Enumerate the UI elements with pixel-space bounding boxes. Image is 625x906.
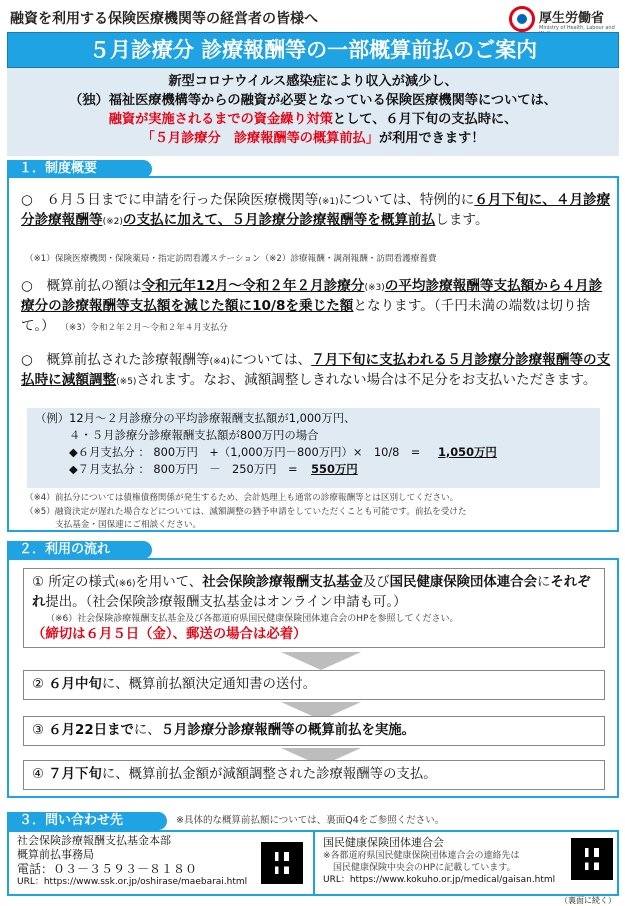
contact-box	[7, 830, 619, 896]
example-line-3: ◆６月支払分 ： 800万円 +（1,000万円－800万円）× 10/8 = 1,050万円	[69, 445, 497, 459]
intro-line-1: 新型コロナウイルス感染症により収入が減少し、	[168, 74, 458, 89]
note-5a: （※5）融資決定が遅れた場合などについては、減額調整の猶予申請をしていただくことも可能です。前払を受けた	[25, 507, 467, 517]
section-2-box	[7, 558, 619, 798]
logo-subtitle: Ministry of Health, Labour and	[539, 25, 615, 31]
intro-line-2: （独）福祉医療機構等からの融資が必要となっている保険医療機関等については、	[69, 93, 557, 108]
kokuho-contact: 国民健康保険団体連合会 ※各都道府県国民健康保険団体連合会の連絡先は 国民健康保険中央会のHPに記載しています。 URL：https://www.kokuho.or.jp/medical/gaisan.html	[323, 836, 556, 885]
note-5b: 支払基金・国保連にご相談ください。	[55, 520, 202, 530]
recipient-line: 融資を利用する保険医療機関等の経営者の皆様へ	[10, 11, 318, 27]
example-line-4: ◆７月支払分 ： 800万円 － 250万円 = 550万円	[69, 462, 358, 476]
flow-step-3: ③ ６月22日までに、５月診療分診療報酬等の概算前払を実施。	[23, 716, 605, 746]
example-line-1: （例）12月～２月診療分の平均診療報酬支払額が1,000万円、	[35, 411, 356, 425]
example-line-2: ４・５月診療分診療報酬支払額が800万円の場合	[69, 428, 319, 442]
flow-step-2: ② ６月中旬に、概算前払額決定通知書の送付。	[23, 670, 605, 700]
ssk-contact: 社会保険診療報酬支払基金本部 概算前払事務局 電話：０３－３５９３－８１８０ URL：https://www.ssk.or.jp/oshirase/maebarai.html	[17, 834, 248, 887]
contact-note: ※具体的な概算前払額については、裏面Q4をご参照ください。	[176, 815, 445, 826]
note-1-2: （※1）保険医療機関・保険薬局・指定訪問看護ステーション（※2）診療報酬・調剤報酬・訪問看護療養費	[25, 254, 437, 264]
overview-item-2: ○ 概算前払の額は令和元年12月～令和２年２月診療分(※3)の平均診療報酬等支払額から４月診療分の診療報酬等支払額を減じた額に10/8を乗じた額となります。（千円未満の端数は切り捨て。） （※3）令和２年２月～令和２年４月支払分	[21, 278, 603, 334]
overview-item-1: ○ ６月５日までに申請を行った保険医療機関等(※1)については、特例的に６月下旬に、４月診療分診療報酬等(※2)の支払に加えて、５月診療分診療報酬等を概算前払します。	[21, 192, 611, 228]
section-3-heading: ３．問い合わせ先	[7, 812, 167, 830]
overview-item-3: ○ 概算前払された診療報酬等(※4)については、７月下旬に支払われる５月診療分診療報酬等の支払時に減額調整(※5)されます。なお、減額調整しきれない場合は不足分をお支払いただきます。	[21, 352, 611, 388]
kokuho-url[interactable]: URL：https://www.kokuho.or.jp/medical/gaisan.html	[323, 875, 556, 885]
ssk-url[interactable]: URL：https://www.ssk.or.jp/oshirase/maebarai.html	[17, 877, 248, 887]
intro-line-3: 融資が実施されるまでの資金繰り対策として、６月下旬の支払時に、	[108, 112, 518, 127]
intro-box	[7, 68, 619, 156]
section-2-heading: ２．利用の流れ	[7, 541, 152, 559]
divider	[313, 832, 315, 894]
logo-name: 厚生労働省	[539, 11, 605, 26]
qr-code-icon	[571, 838, 613, 880]
flow-step-1: ① 所定の様式(※6)を用いて、社会保険診療報酬支払基金及び国民健康保険団体連合会にそれぞれ提出。（社会保険診療報酬支払基金はオンライン申請も可。） （※6）社会保険診療報酬支払基金及び各都道府県国民健康保険団体連合会のHPを参照してください。 （締切は６月５日（金）、郵送の場合は必着）	[23, 568, 605, 648]
continue-note: （裏面に続く）	[560, 896, 616, 905]
calculation-example	[27, 408, 600, 488]
mhlw-logo-icon	[509, 6, 535, 32]
page-title: ５月診療分 診療報酬等の一部概算前払のご案内	[7, 32, 619, 68]
qr-code-icon	[261, 842, 303, 884]
intro-line-4: 「５月診療分 診療報酬等の概算前払」が利用できます！	[141, 131, 485, 146]
flow-step-4: ④ ７月下旬に、概算前払金額が減額調整された診療報酬等の支払。	[23, 760, 605, 790]
section-1-heading: １．制度概要	[7, 160, 152, 178]
note-4: （※4）前払分については債権債務関係が発生するため、会計処理上も通常の診療報酬等とは区別してください。	[25, 493, 459, 503]
flow-arrow-icon	[281, 652, 361, 670]
